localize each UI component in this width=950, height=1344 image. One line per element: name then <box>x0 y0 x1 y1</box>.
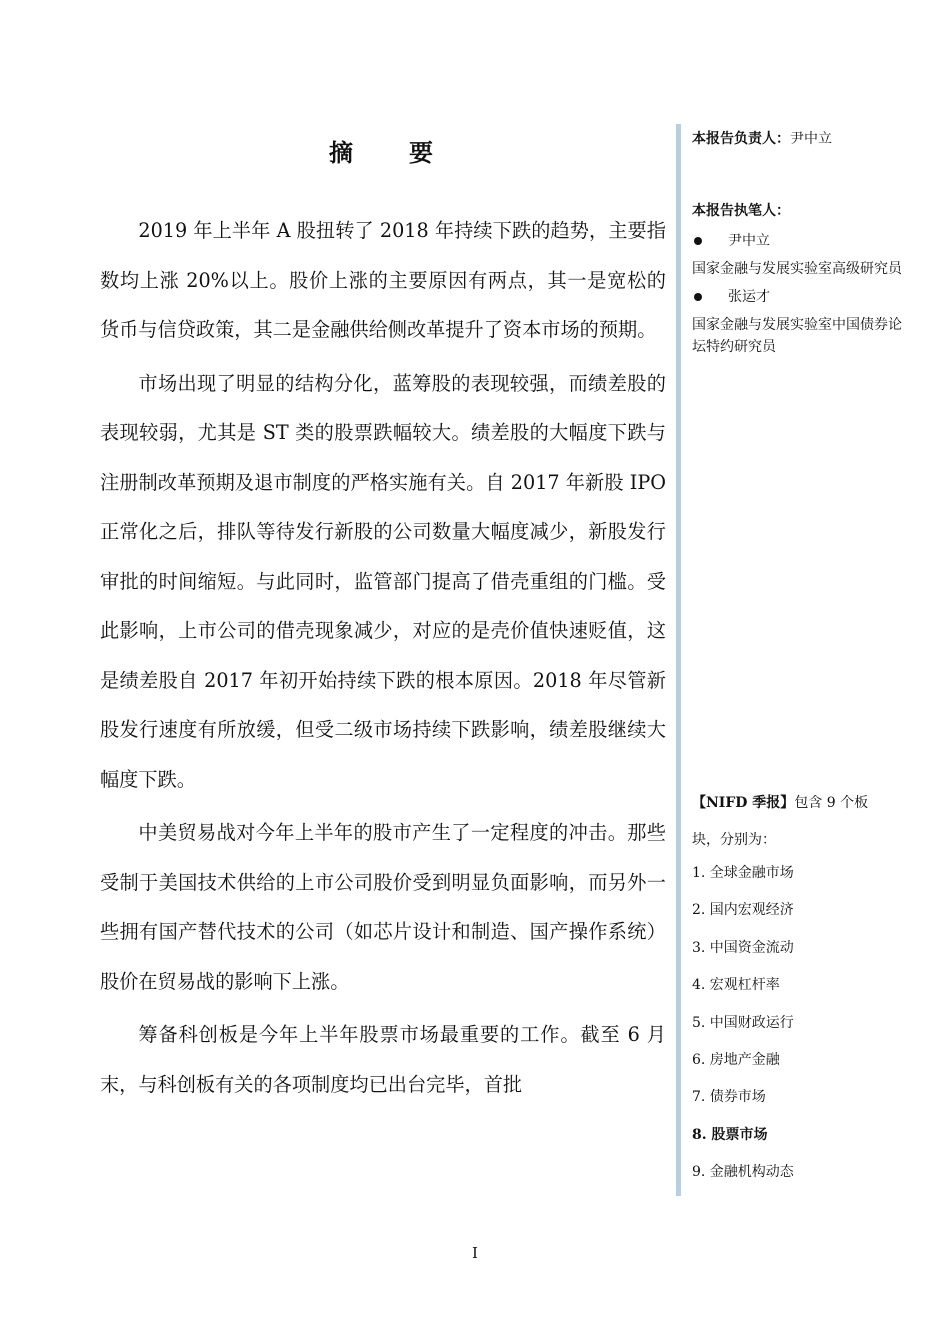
section-item: 1. 全球金融市场 <box>692 865 794 881</box>
section-item: 3. 中国资金流动 <box>692 939 794 956</box>
paragraph-3: 中美贸易战对今年上半年的股市产生了一定程度的冲击。那些受制于美国技术供给的上市公司股价受到明显负面影响，而另外一些拥有国产替代技术的公司（如芯片设计和制造、国产操作系统）股价在贸易战的影响下上涨。 <box>100 821 666 993</box>
responsible-person <box>692 128 902 150</box>
section-item: 9. 金融机构动态 <box>692 1164 794 1181</box>
bullet-icon <box>694 293 702 301</box>
section-item: 4. 宏观杠杆率 <box>692 977 780 994</box>
author-name: 尹中立 <box>728 233 770 249</box>
section-item: 6. 房地产金融 <box>692 1051 780 1068</box>
paragraph-4: 筹备科创板是今年上半年股票市场最重要的工作。截至 6 月末，与科创板有关的各项制度均已出台完毕，首批 <box>100 1023 666 1096</box>
responsible-name: 尹中立 <box>790 131 832 147</box>
author-item <box>692 286 902 308</box>
section-item: 2. 国内宏观经济 <box>692 902 794 919</box>
author-name: 张运才 <box>728 289 770 305</box>
author-affiliation: 国家金融与发展实验室高级研究员 <box>692 261 902 277</box>
sidebar-divider-bar <box>676 124 681 1196</box>
main-content <box>100 130 666 1113</box>
paragraph-1: 2019 年上半年 A 股扭转了 2018 年持续下跌的趋势，主要指数均上涨 20%以上。股价上涨的主要原因有两点，其一是宽松的货币与信贷政策，其二是金融供给侧改革提升了资本市场的预期。 <box>100 219 666 341</box>
report-name: 【NIFD 季报】 <box>692 795 795 811</box>
paragraph-2: 市场出现了明显的结构分化，蓝筹股的表现较强，而绩差股的表现较弱，尤其是 ST 类的股票跌幅较大。绩差股的大幅度下跌与注册制改革预期及退市制度的严格实施有关。自 2017 年新股 IPO 正常化之后，排队等待发行新股的公司数量大幅度减少，新股发行审批的时间缩短。与此同时，监管部门提高了借壳重组的门槛。受此影响，上市公司的借壳现象减少，对应的是壳价值快速贬值，这是绩差股自 2017 年初开始持续下跌的根本原因。2018 年尽管新股发行速度有所放缓，但受二级市场持续下跌影响，绩差股继续大幅度下跌。 <box>100 371 666 791</box>
report-intro <box>692 785 892 859</box>
authors-label: 本报告执笔人： <box>692 203 790 219</box>
section-item: 7. 债券市场 <box>692 1089 766 1106</box>
bullet-icon <box>694 237 702 245</box>
author-affiliation: 国家金融与发展实验室中国债券论坛特约研究员 <box>692 317 902 355</box>
report-description: 包含 9 个板块，分别为： <box>692 795 869 848</box>
page-number: I <box>472 1244 478 1262</box>
author-item <box>692 230 902 252</box>
responsible-label: 本报告负责人： <box>692 131 790 147</box>
section-item: 5. 中国财政运行 <box>692 1014 794 1031</box>
author-info-panel <box>692 128 902 358</box>
section-list <box>692 855 892 1192</box>
page-title: 摘 要 <box>329 138 449 167</box>
section-item-current: 8. 股票市场 <box>692 1126 768 1143</box>
